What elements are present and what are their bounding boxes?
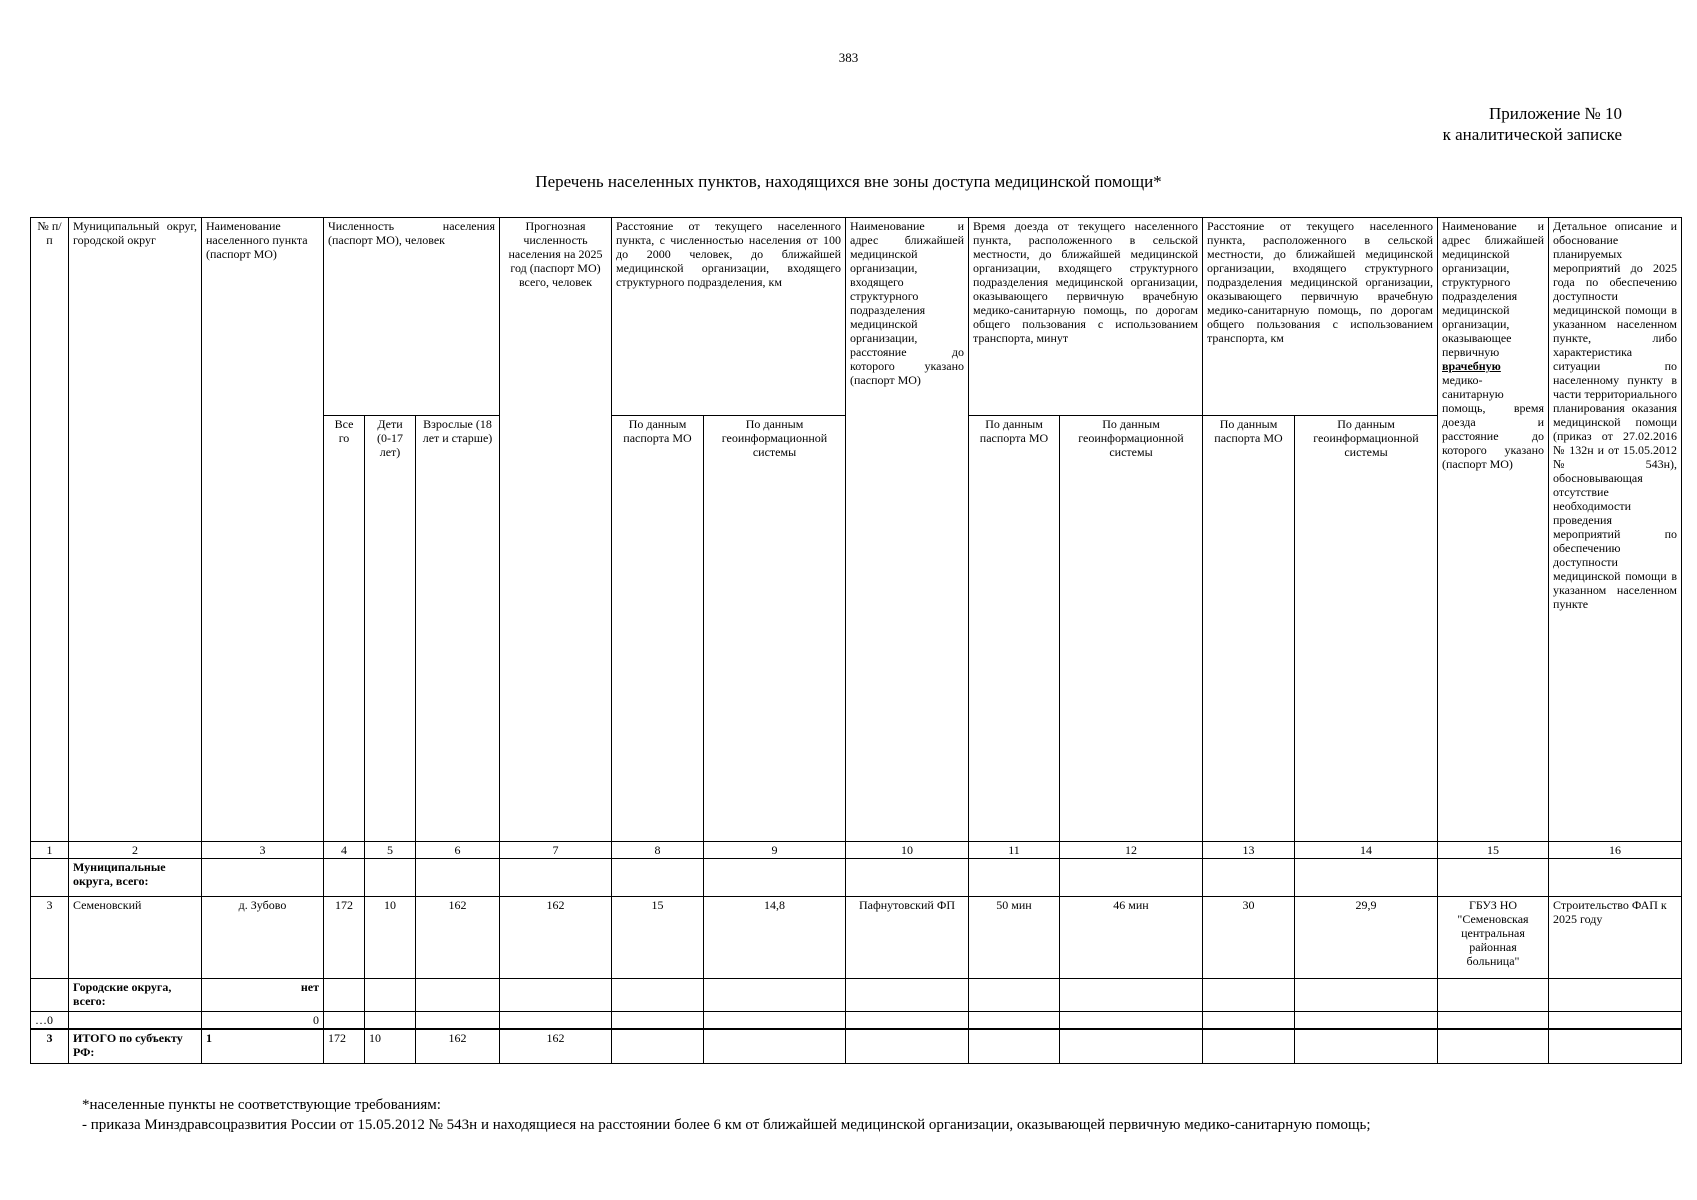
column-number: 11 — [969, 842, 1060, 859]
header-15-part-c: медико-санитарную помощь, время доезда и расстояние до которого указано (паспорт МО) — [1442, 373, 1544, 471]
header-dist-gis: По данным геоинформационной системы — [704, 416, 846, 842]
column-number: 3 — [202, 842, 324, 859]
appendix-label — [1443, 103, 1622, 145]
ellipsis-row — [31, 1012, 1682, 1030]
row-total: 172 — [324, 897, 365, 979]
header-forecast: Прогнозная численность населения на 2025 год (паспорт МО) всего, человек — [500, 218, 612, 842]
header-15-underlined: врачебную — [1442, 359, 1501, 373]
column-number: 9 — [704, 842, 846, 859]
header-km-gis: По данным геоинформационной системы — [1295, 416, 1438, 842]
total-adults: 162 — [416, 1029, 500, 1063]
ellipsis-value: 0 — [202, 1012, 324, 1030]
settlements-table — [30, 217, 1682, 1064]
header-district: Муниципальный округ, городской округ — [69, 218, 202, 842]
total-count: 1 — [202, 1029, 324, 1063]
total-population: 172 — [324, 1029, 365, 1063]
row-km-passport: 30 — [1203, 897, 1295, 979]
urban-districts-label: Городские округа, всего: — [69, 979, 202, 1012]
row-primary-care-org: ГБУЗ НО "Семеновская центральная районная больница" — [1438, 897, 1549, 979]
total-forecast: 162 — [500, 1029, 612, 1063]
row-adults: 162 — [416, 897, 500, 979]
column-number: 2 — [69, 842, 202, 859]
header-total: Все го — [324, 416, 365, 842]
column-number: 15 — [1438, 842, 1549, 859]
footnote-line-1: *населенные пункты не соответствующие требованиям: — [82, 1097, 441, 1113]
header-distance: Расстояние от текущего населенного пункта, с численностью населения от 100 до 2000 человек, до ближайшей медицинской организации, входящего структурного подразделения, км — [612, 218, 846, 416]
document-title: Перечень населенных пунктов, находящихся вне зоны доступа медицинской помощи* — [535, 172, 1162, 191]
column-number: 8 — [612, 842, 704, 859]
header-children: Дети (0-17 лет) — [365, 416, 416, 842]
column-number: 14 — [1295, 842, 1438, 859]
total-children: 10 — [365, 1029, 416, 1063]
header-settlement: Наименование населенного пункта (паспорт МО) — [202, 218, 324, 842]
row-district: Семеновский — [69, 897, 202, 979]
municipal-districts-label: Муниципальные округа, всего: — [69, 859, 202, 897]
appendix-line-1: Приложение № 10 — [1489, 104, 1622, 123]
row-forecast: 162 — [500, 897, 612, 979]
footnote-line-2: - приказа Минздравсоцразвития России от 15.05.2012 № 543н и находящиеся на расстоянии более 6 км от ближайшей медицинской организации, оказывающей первичную медико-санитарную помощь; — [82, 1117, 1371, 1133]
column-number: 13 — [1203, 842, 1295, 859]
row-children: 10 — [365, 897, 416, 979]
ellipsis-num: …0 — [31, 1012, 69, 1030]
row-num: 3 — [31, 897, 69, 979]
total-num: 3 — [31, 1029, 69, 1063]
row-km-gis: 29,9 — [1295, 897, 1438, 979]
footnote — [82, 1095, 1371, 1135]
column-number-row — [31, 842, 1682, 859]
row-time-passport: 50 мин — [969, 897, 1060, 979]
header-nearest-org: Наименование и адрес ближайшей медицинской организации, входящего структурного подразделения медицинской организации, расстояние до которого указано (паспорт МО) — [846, 218, 969, 842]
header-adults: Взрослые (18 лет и старше) — [416, 416, 500, 842]
column-number: 6 — [416, 842, 500, 859]
total-label: ИТОГО по субъекту РФ: — [69, 1029, 202, 1063]
header-road-distance: Расстояние от текущего населенного пункта, расположенного в сельской местности, до ближайшей медицинской организации, входящего структурного подразделения медицинской организации, оказывающего первичную врачебную медико-санитарную помощь, по дорогам общего пользования с использованием транспорта, км — [1203, 218, 1438, 416]
column-number: 12 — [1060, 842, 1203, 859]
page-number: 383 — [838, 50, 859, 65]
header-time-gis: По данным геоинформационной системы — [1060, 416, 1203, 842]
header-population: Численность населения (паспорт МО), человек — [324, 218, 500, 416]
header-km-passport: По данным паспорта МО — [1203, 416, 1295, 842]
row-dist-passport: 15 — [612, 897, 704, 979]
row-time-gis: 46 мин — [1060, 897, 1203, 979]
header-primary-care-org — [1438, 218, 1549, 842]
header-15-part-a: Наименование и адрес ближайшей медицинской организации, структурного подразделения медицинской организации, оказывающее первичную — [1442, 219, 1544, 359]
column-number: 4 — [324, 842, 365, 859]
column-number: 1 — [31, 842, 69, 859]
row-nearest-org: Пафнутовский ФП — [846, 897, 969, 979]
table-row — [31, 897, 1682, 979]
column-number: 16 — [1549, 842, 1682, 859]
header-dist-passport: По данным паспорта МО — [612, 416, 704, 842]
header-num: № п/п — [31, 218, 69, 842]
urban-header-row — [31, 979, 1682, 1012]
header-travel-time: Время доезда от текущего населенного пункта, расположенного в сельской местности, до ближайшей медицинской организации, входящего структурного подразделения медицинской организации, оказывающего первичную врачебную медико-санитарную помощь, по дорогам общего пользования с использованием транспорта, минут — [969, 218, 1203, 416]
municipal-header-row — [31, 859, 1682, 897]
row-description: Строительство ФАП к 2025 году — [1549, 897, 1682, 979]
total-row — [31, 1029, 1682, 1063]
appendix-line-2: к аналитической записке — [1442, 125, 1622, 144]
header-description: Детальное описание и обоснование планируемых мероприятий до 2025 года по обеспечению доступности медицинской помощи в указанном населенном пункте, либо характеристика ситуации по населенному пункту в части территориального планирования оказания медицинской помощи (приказ от 27.02.2016 № 132н и от 15.05.2012 № 543н), обосновывающая отсутствие необходимости проведения мероприятий по обеспечению доступности медицинской помощи в указанном населенном пункте — [1549, 218, 1682, 842]
column-number: 5 — [365, 842, 416, 859]
column-number: 7 — [500, 842, 612, 859]
column-number: 10 — [846, 842, 969, 859]
header-time-passport: По данным паспорта МО — [969, 416, 1060, 842]
row-dist-gis: 14,8 — [704, 897, 846, 979]
urban-districts-value: нет — [202, 979, 324, 1012]
row-settlement: д. Зубово — [202, 897, 324, 979]
